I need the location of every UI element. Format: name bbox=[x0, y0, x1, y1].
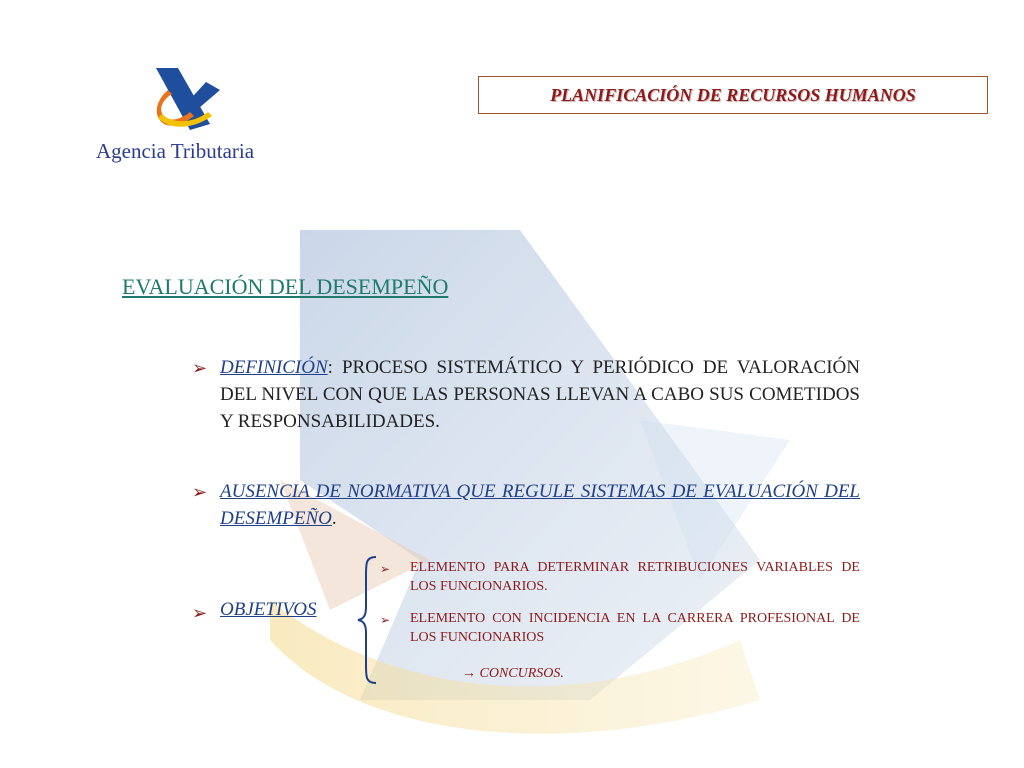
definition-label: DEFINICIÓN bbox=[220, 357, 328, 378]
arrow-bullet-icon: ➢ bbox=[192, 603, 208, 623]
objective-item-1: ELEMENTO PARA DETERMINAR RETRIBUCIONES VARIABLES DE LOS FUNCIONARIOS. bbox=[410, 560, 860, 594]
agencia-tributaria-logo bbox=[150, 66, 226, 132]
absence-suffix: . bbox=[331, 508, 337, 529]
arrow-bullet-icon: ➢ bbox=[380, 613, 391, 627]
absence-item bbox=[220, 478, 860, 532]
slide-title-box bbox=[478, 76, 988, 114]
left-curly-brace-icon bbox=[354, 555, 380, 685]
concursos-text: CONCURSOS. bbox=[479, 666, 564, 681]
right-arrow-icon: → bbox=[462, 666, 476, 681]
arrow-bullet-icon: ➢ bbox=[192, 482, 208, 502]
objective-item-2: ELEMENTO CON INCIDENCIA EN LA CARRERA PROFESIONAL DE LOS FUNCIONARIOS bbox=[410, 611, 860, 645]
section-heading: EVALUACIÓN DEL DESEMPEÑO bbox=[122, 274, 449, 299]
arrow-bullet-icon: ➢ bbox=[380, 562, 391, 576]
absence-text: AUSENCIA DE NORMATIVA QUE REGULE SISTEMAS DE EVALUACIÓN DEL DESEMPEÑO bbox=[220, 481, 860, 529]
concursos-note bbox=[462, 666, 564, 682]
slide-title: PLANIFICACIÓN DE RECURSOS HUMANOS bbox=[550, 84, 916, 105]
objectives-label: OBJETIVOS bbox=[220, 599, 317, 620]
definition-text: : PROCESO SISTEMÁTICO Y PERIÓDICO DE VALORACIÓN DEL NIVEL CON QUE LAS PERSONAS LLEVAN A CABO SUS COMETIDOS Y RESPONSABILIDADES. bbox=[220, 357, 860, 432]
arrow-bullet-icon: ➢ bbox=[192, 358, 208, 378]
definition-item bbox=[220, 354, 860, 435]
agency-name: Agencia Tributaria bbox=[96, 139, 255, 163]
